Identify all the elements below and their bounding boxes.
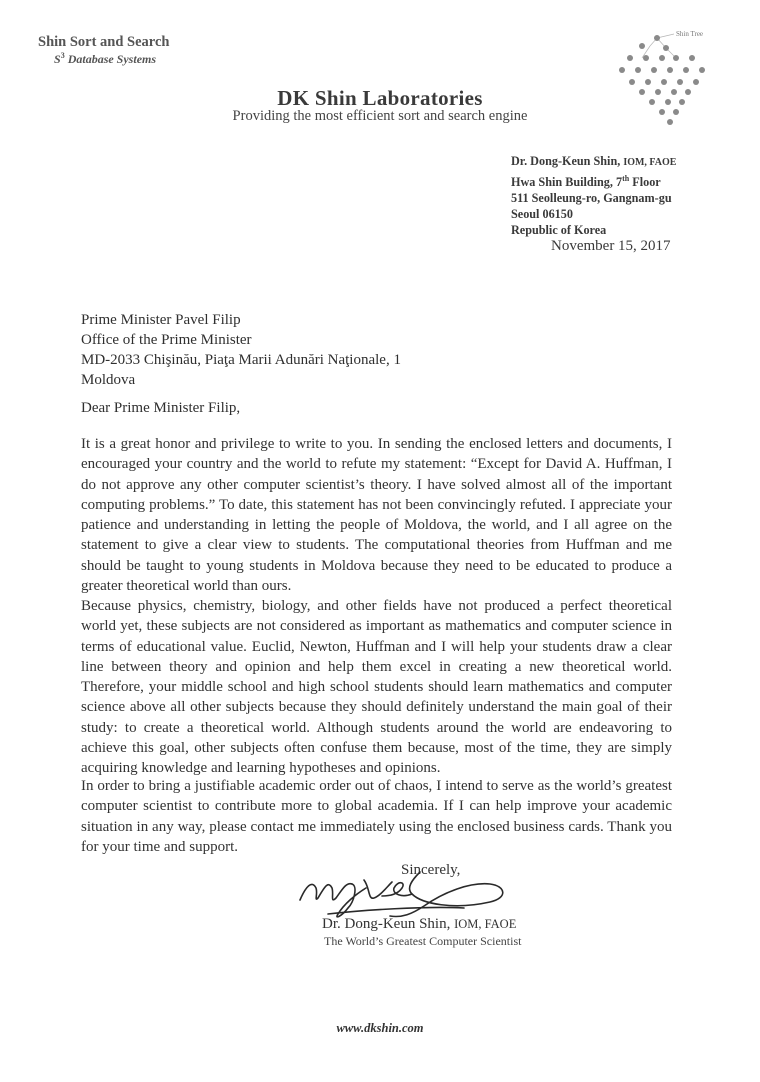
letter-date: November 15, 2017 [551,238,671,254]
body-paragraph-2: Because physics, chemistry, biology, and other fields have not produced a perfect theoretical world yet, these subjects are not considered as important as mathematics and computer science in terms of educational value. Euclid, Newton, Huffman and I will help your students draw a clear line between theory and opinion and help them excel in creating a new theoretical world. Therefore, your middle school and high school students should learn mathematics and computer science above all other subjects because they should definitely understand the main goal of their study: to create a theoretical world. Although students around the world are endeavoring to achieve this goal, other subjects often confuse them because, most of the time, they are simply acquiring knowledge and learning hypotheses and opinions. [81,598,672,777]
signer-credentials: IOM, FAOE [454,917,517,931]
company-name [38,34,169,51]
recipient-line-2: Office of the Prime Minister [81,332,252,348]
sender-name: Dr. Dong-Keun Shin, [511,154,621,168]
recipient-line-4: Moldova [81,372,136,388]
sender-credentials: IOM, FAOE [623,157,677,168]
sender-building-suffix: Floor [629,175,661,190]
lab-title: DK Shin Laboratories [277,86,483,110]
recipient-address [81,310,401,390]
signer-name-line [322,916,516,933]
sender-building-prefix: Hwa Shin Building, 7 [511,175,623,190]
body-paragraph-3: In order to bring a justifiable academic order out of chaos, I intend to serve as the world’s greatest computer scientist to contribute more to global academia. If I can help improve your academic situation in any way, please contact me immediately using the enclosed business cards. Thank you for your time and support. [81,778,672,855]
company-subtitle [54,51,156,67]
lab-tagline: Providing the most efficient sort and search engine [232,108,528,124]
company-subtitle-sup: 3 [60,51,65,60]
sender-country: Republic of Korea [511,223,607,238]
signer-title: The World’s Greatest Computer Scientist [324,934,522,948]
sender-building-line [511,171,676,190]
sender-building-sup: th [622,174,630,183]
company-subtitle-prefix: S [54,52,61,66]
recipient-line-1: Prime Minister Pavel Filip [81,312,241,328]
valediction: Sincerely, [401,862,461,878]
shin-tree-label: Shin Tree [676,30,704,38]
company-name-text: Shin Sort and Search [38,34,170,50]
company-subtitle-rest: Database Systems [64,52,157,66]
signer-name: Dr. Dong-Keun Shin, [322,916,451,932]
body-paragraph-1: It is a great honor and privilege to write to you. In sending the enclosed letters and documents, I encouraged your country and the world to refute my statement: “Except for David A. Huffman, I do not approve any other computer scientist’s theory. I have solved almost all of the important computing problems.” To date, this statement has not been convincingly refuted. I appreciate your patience and understanding in letting the people of Moldova, the world, and I all agree on the statement to give a clear view to students. The computational theories from Huffman and me should be taught to young students in Moldova because they need to be educated to produce a greater theoretical world than ours. [81,436,672,595]
sender-city: Seoul 06150 [511,207,573,222]
sender-address [511,153,676,238]
footer-website: www.dkshin.com [336,1021,424,1035]
recipient-line-3: MD-2033 Chişinău, Piaţa Marii Adunări Naţionale, 1 [81,352,401,368]
salutation: Dear Prime Minister Filip, [81,400,241,416]
sender-name-line [511,153,676,171]
sender-street: 511 Seolleung-ro, Gangnam-gu [511,191,672,206]
